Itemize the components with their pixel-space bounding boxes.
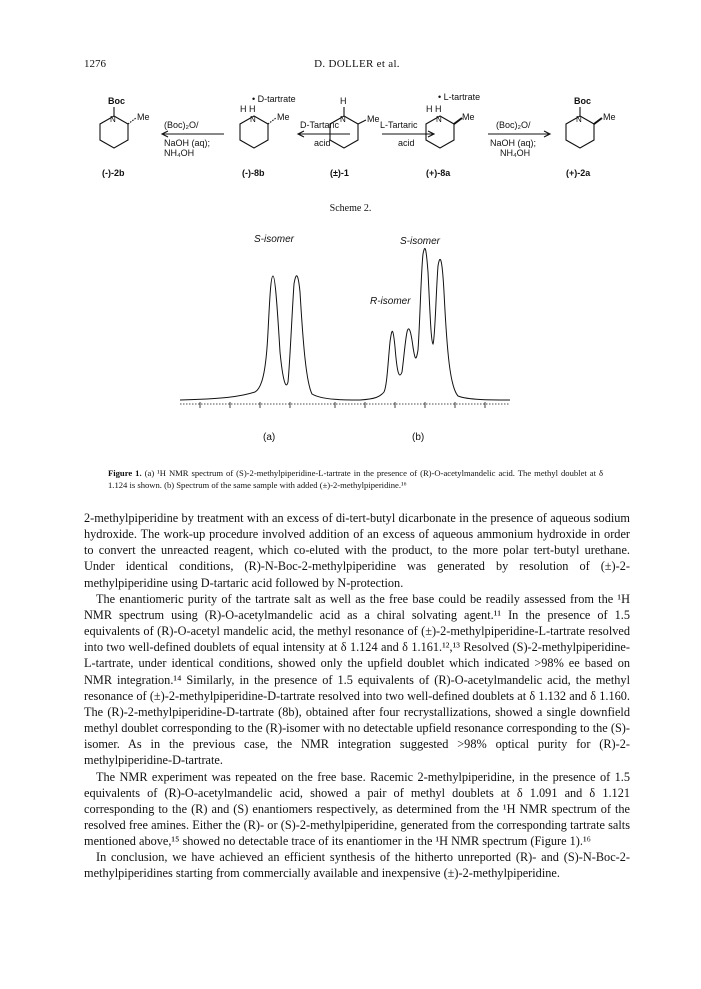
compound-1-sub: Me [367, 114, 380, 124]
svg-text:N: N [110, 115, 116, 124]
spectrum-a-trace [180, 276, 360, 400]
paragraph-2: The enantiomeric purity of the tartrate salt as well as the free base could be readily assessed from the ¹H NMR spectrum using (R)-O-acetylmandelic acid as a chiral solvating agent.¹¹ In the presence of 1.5 equivalents of (R)-O-acetyl mandelic acid, the methyl resonance of (±)-2-methylpiperidine-L-tartrate resolved into two well-defined doublets of equal intensity at δ 1.124 and δ 1.161.¹²,¹³ Resolved (S)-2-methylpiperidine-L-tartrate, under identical conditions, showed only the upfield doublet which indicated >98% ee based on NMR integration.¹⁴ Similarly, in the presence of 1.5 equivalents of (R)-O-acetylmandelic acid, the methyl resonance of (±)-2-methylpiperidine-D-tartrate resolved into two well-defined doublets at δ 1.132 and δ 1.160. The (R)-2-methylpiperidine-D-tartrate (8b), obtained after four recrystallizations, showed a single downfield methyl doublet corresponding to the (R)-isomer with no detectable upfield resonance corresponding to the (S)-isomer. As in the previous case, the NMR integration suggested >98% optical purity for (R)-2-methylpiperidine-D-tartrate. [84, 591, 630, 768]
paragraph-3: The NMR experiment was repeated on the free base. Racemic 2-methylpiperidine, in the presence of 1.5 equivalents of (R)-O-acetylmandelic acid, showed a pair of methyl doublets at δ 1.091 and δ 1.121 corresponding to the (R) and (S) enantiomers respectively, as determined from the ¹H NMR spectrum of the resolved free amines. Either the (R)- or (S)-2-methylpiperidine, generated from the corresponding tartrate salts mentioned above,¹⁵ showed no detectable trace of its enantiomer in the ¹H NMR spectrum (Figure 1).¹⁶ [84, 769, 630, 849]
arrow-1-below1: NaOH (aq); [164, 138, 211, 148]
svg-text:N: N [250, 115, 256, 124]
panel-a-label: (a) [263, 432, 276, 443]
label-r-isomer: R-isomer [370, 296, 411, 307]
compound-2b [100, 96, 150, 178]
page-number: 1276 [84, 58, 106, 70]
compound-8a [426, 92, 480, 178]
compound-8b [240, 94, 296, 178]
compound-8b-top: H H [240, 104, 256, 114]
compound-8a-top: H H [426, 104, 442, 114]
compound-1-id: (±)-1 [330, 168, 349, 178]
compound-8a-sub: Me [462, 112, 475, 122]
compound-2a [566, 96, 616, 178]
caption-label: Figure 1. [108, 468, 142, 478]
scheme-2-diagram [84, 90, 630, 190]
compound-8a-id: (+)-8a [426, 168, 451, 178]
arrow-3-below1: acid [398, 138, 415, 148]
arrow-4-below1: NaOH (aq); [490, 138, 537, 148]
compound-2a-sub: Me [603, 112, 616, 122]
body-text [84, 510, 630, 882]
svg-text:N: N [576, 115, 582, 124]
baseline-ticks [200, 402, 485, 408]
paragraph-1: 2-methylpiperidine by treatment with an excess of di-tert-butyl dicarbonate in the presence of aqueous sodium hydroxide. The work-up procedure involved addition of an excess of aqueous ammonium hydroxide in order to convert the unreacted reagent, which co-eluted with the product, to the more polar tert-butyl urethane. Under identical conditions, (R)-N-Boc-2-methylpiperidine was generated by resolution of (±)-2-methylpiperidine using D-tartaric acid followed by N-protection. [84, 511, 630, 590]
arrow-1-below2: NH₄OH [164, 148, 195, 158]
compound-2b-top: Boc [108, 96, 126, 106]
label-s-isomer-b: S-isomer [400, 236, 441, 247]
arrow-2 [298, 120, 350, 148]
svg-text:N: N [436, 115, 442, 124]
panel-b-label: (b) [412, 432, 425, 443]
arrow-4-below2: NH₄OH [500, 148, 531, 158]
compound-8b-counter: • D-tartrate [252, 94, 296, 104]
arrow-4-above: (Boc)₂O/ [496, 120, 531, 130]
arrow-4 [488, 120, 550, 158]
arrow-2-below1: acid [314, 138, 331, 148]
running-header [84, 58, 630, 74]
compound-1 [330, 96, 380, 178]
running-head-authors: D. DOLLER et al. [314, 58, 400, 70]
compound-2b-sub: Me [137, 112, 150, 122]
label-s-isomer-a: S-isomer [254, 234, 295, 245]
compound-2a-top: Boc [574, 96, 592, 106]
compound-2a-id: (+)-2a [566, 168, 591, 178]
compound-2b-id: (-)-2b [102, 168, 125, 178]
compound-1-top: H [340, 96, 347, 106]
arrow-1-above: (Boc)₂O/ [164, 120, 199, 130]
scheme-label: Scheme 2. [329, 203, 372, 214]
arrow-3-above: L-Tartaric [380, 120, 418, 130]
caption-text: (a) ¹H NMR spectrum of (S)-2-methylpiperidine-L-tartrate in the presence of (R)-O-acetylmandelic acid. The methyl doublet at δ 1.124 is shown. (b) Spectrum of the same sample with added (±)-2-methylpiperidine.¹⁶ [108, 468, 604, 490]
compound-8a-counter: • L-tartrate [438, 92, 481, 102]
nmr-spectra-figure [150, 232, 570, 447]
figure-caption [108, 467, 603, 491]
arrow-2-above: D-Tartaric [300, 120, 340, 130]
svg-text:N: N [340, 115, 346, 124]
spectrum-b-trace [360, 248, 510, 400]
compound-8b-sub: Me [277, 112, 290, 122]
paragraph-4: In conclusion, we have achieved an efficient synthesis of the hitherto unreported (R)- and (S)-N-Boc-2-methylpiperidines starting from commercially available and inexpensive (±)-2-methylpiperidine. [84, 850, 630, 881]
arrow-1 [162, 120, 224, 158]
compound-8b-id: (-)-8b [242, 168, 265, 178]
